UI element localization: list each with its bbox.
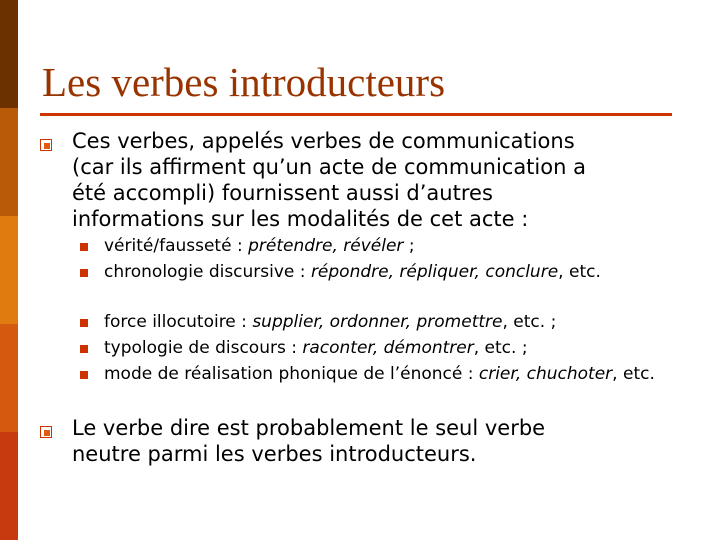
subitem-label: vérité/fausseté : <box>104 236 249 256</box>
subitem-examples: prétendre, révéler <box>248 236 404 256</box>
subitem-examples: répondre, répliquer, conclure <box>310 262 559 282</box>
filled-square-bullet-icon <box>80 371 88 379</box>
subitem-4 <box>104 338 684 359</box>
filled-square-bullet-icon <box>80 345 88 353</box>
title-underline <box>40 113 672 116</box>
slide-title: Les verbes introducteurs <box>42 59 446 105</box>
subitem-label: typologie de discours : <box>104 338 303 358</box>
left-stripe-segment <box>0 432 18 540</box>
subitem-examples: crier, chuchoter <box>478 364 613 384</box>
subitem-tail: ; <box>403 236 415 256</box>
subitem-examples: supplier, ordonner, promettre <box>252 312 503 332</box>
filled-square-bullet-icon <box>80 319 88 327</box>
subitem-label: force illocutoire : <box>104 312 253 332</box>
subitem-tail: , etc. <box>558 262 601 282</box>
filled-square-bullet-icon <box>80 269 88 277</box>
hollow-square-bullet-icon <box>40 426 52 438</box>
bullet-2-text: Le verbe dire est probablement le seul verbe neutre parmi les verbes introducteurs. <box>72 416 546 466</box>
subitem-2 <box>104 262 684 283</box>
subitem-label: chronologie discursive : <box>104 262 311 282</box>
left-stripe-segment <box>0 108 18 216</box>
left-stripe-segment <box>0 324 18 432</box>
subitem-5 <box>104 364 684 385</box>
subitem-tail: , etc. ; <box>473 338 528 358</box>
left-stripe-segment <box>0 0 18 108</box>
bullet-1-text: Ces verbes, appelés verbes de communications (car ils affirment qu’un acte de communication a été accompli) fournissent aussi d’autres informations sur les modalités de cet acte : <box>72 129 586 231</box>
subitem-examples: raconter, démontrer <box>302 338 474 358</box>
filled-square-bullet-icon <box>80 243 88 251</box>
left-stripe-segment <box>0 216 18 324</box>
subitem-3 <box>104 312 684 333</box>
subitem-1 <box>104 236 684 257</box>
subitem-tail: , etc. <box>612 364 655 384</box>
subitem-label: mode de réalisation phonique de l’énoncé : <box>104 364 479 384</box>
hollow-square-bullet-icon <box>40 139 52 151</box>
subitem-tail: , etc. ; <box>502 312 557 332</box>
